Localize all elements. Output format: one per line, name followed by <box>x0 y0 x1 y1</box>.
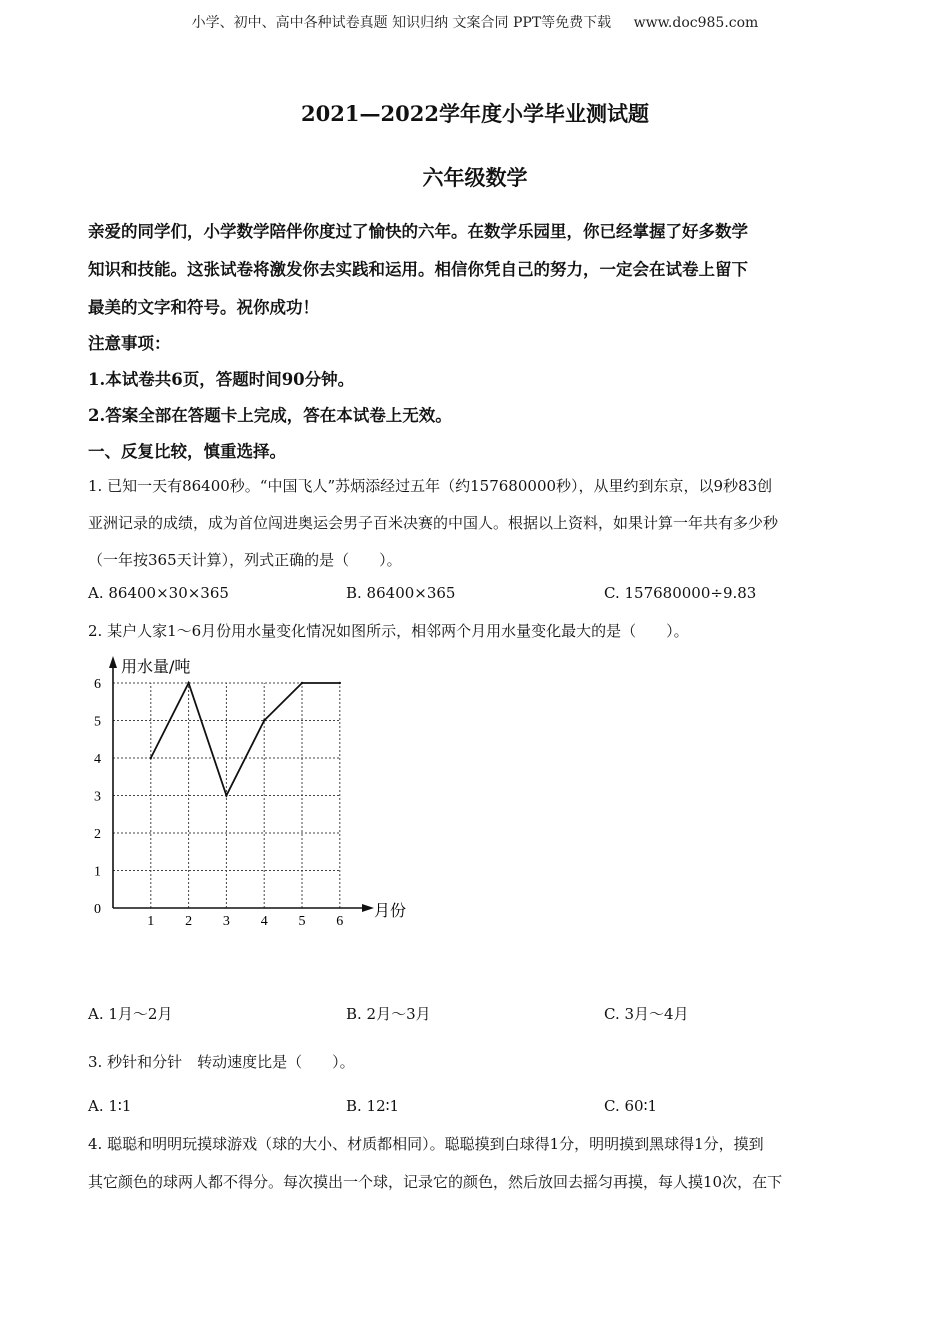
exam-subtitle: 六年级数学 <box>422 165 528 190</box>
q2-option-b: B. 2月～3月 <box>346 1005 431 1023</box>
notice-item: 2.答案全部在答题卡上完成，答在本试卷上无效。 <box>88 406 452 425</box>
q3-option-b: B. 12∶1 <box>346 1097 400 1115</box>
section-heading: 一、反复比较，慎重选择。 <box>88 442 286 461</box>
x-axis-label: 月份 <box>374 901 407 920</box>
q1-option-c: C. 157680000÷9.83 <box>604 584 757 602</box>
exam-title: 2021—2022学年度小学毕业测试题 <box>301 101 649 126</box>
y-tick-label: 0 <box>94 902 101 917</box>
page-header <box>0 12 950 32</box>
q2-option-a: A. 1月～2月 <box>88 1005 173 1023</box>
x-tick-label: 1 <box>147 914 155 929</box>
y-tick-label: 1 <box>94 864 101 880</box>
intro-line: 知识和技能。这张试卷将激发你去实践和运用。相信你凭自己的努力，一定会在试卷上留下 <box>88 260 748 279</box>
series-line <box>151 683 340 796</box>
chart-series <box>150 682 341 797</box>
y-axis-label: 用水量/吨 <box>121 657 191 676</box>
y-tick-label: 3 <box>94 789 101 805</box>
data-point <box>225 794 227 796</box>
q1-option-a: A. 86400×30×365 <box>88 584 229 602</box>
chart-ticks <box>94 677 343 929</box>
y-tick-label: 5 <box>94 714 101 730</box>
intro-line: 亲爱的同学们，小学数学陪伴你度过了愉快的六年。在数学乐园里，你已经掌握了好多数学 <box>88 222 748 241</box>
x-tick-label: 5 <box>298 914 306 929</box>
q3-option-a: A. 1∶1 <box>88 1097 132 1115</box>
notice-heading: 注意事项： <box>88 334 171 353</box>
data-point <box>263 719 265 721</box>
q1-option-b: B. 86400×365 <box>346 584 456 602</box>
question-4-line: 其它颜色的球两人都不得分。每次摸出一个球，记录它的颜色，然后放回去摇匀再摸，每人摸10次，在下 <box>88 1173 783 1191</box>
question-2-text: 2. 某户人家1～6月份用水量变化情况如图所示，相邻两个月用水量变化最大的是（ ）。 <box>88 622 689 640</box>
header-text: 小学、初中、高中各种试卷真题 知识归纳 文案合同 PPT等免费下载 <box>191 15 612 31</box>
water-usage-line-chart <box>84 650 424 935</box>
x-axis-arrow <box>362 904 374 912</box>
q2-option-c: C. 3月～4月 <box>604 1005 689 1023</box>
question-1-line: （一年按365天计算），列式正确的是（ ）。 <box>88 551 402 569</box>
x-tick-label: 6 <box>336 914 344 929</box>
x-tick-label: 2 <box>185 914 193 929</box>
header-site: www.doc985.com <box>633 15 759 31</box>
y-tick-label: 6 <box>94 677 101 692</box>
x-tick-label: 3 <box>222 914 230 929</box>
data-point <box>339 682 341 684</box>
q3-option-c: C. 60∶1 <box>604 1097 658 1115</box>
notice-item: 1.本试卷共6页，答题时间90分钟。 <box>88 370 355 389</box>
y-tick-label: 4 <box>94 752 101 767</box>
question-1-line: 1. 已知一天有86400秒。“中国飞人”苏炳添经过五年（约157680000秒），从里约到东京，以9秒83创 <box>88 477 773 495</box>
y-axis-arrow <box>109 656 117 668</box>
intro-line: 最美的文字和符号。祝你成功！ <box>88 298 319 317</box>
data-point <box>301 682 303 684</box>
data-point <box>150 757 152 759</box>
question-3-text: 3. 秒针和分针 转动速度比是（ ）。 <box>88 1053 355 1071</box>
y-tick-label: 2 <box>94 827 101 842</box>
x-tick-label: 4 <box>260 914 268 929</box>
data-point <box>187 682 189 684</box>
chart-axes <box>109 656 374 912</box>
question-4-line: 4. 聪聪和明明玩摸球游戏（球的大小、材质都相同）。聪聪摸到白球得1分，明明摸到黑球得1分，摸到 <box>88 1135 764 1153</box>
question-1-line: 亚洲记录的成绩，成为首位闯进奥运会男子百米决赛的中国人。根据以上资料，如果计算一年共有多少秒 <box>88 514 779 532</box>
